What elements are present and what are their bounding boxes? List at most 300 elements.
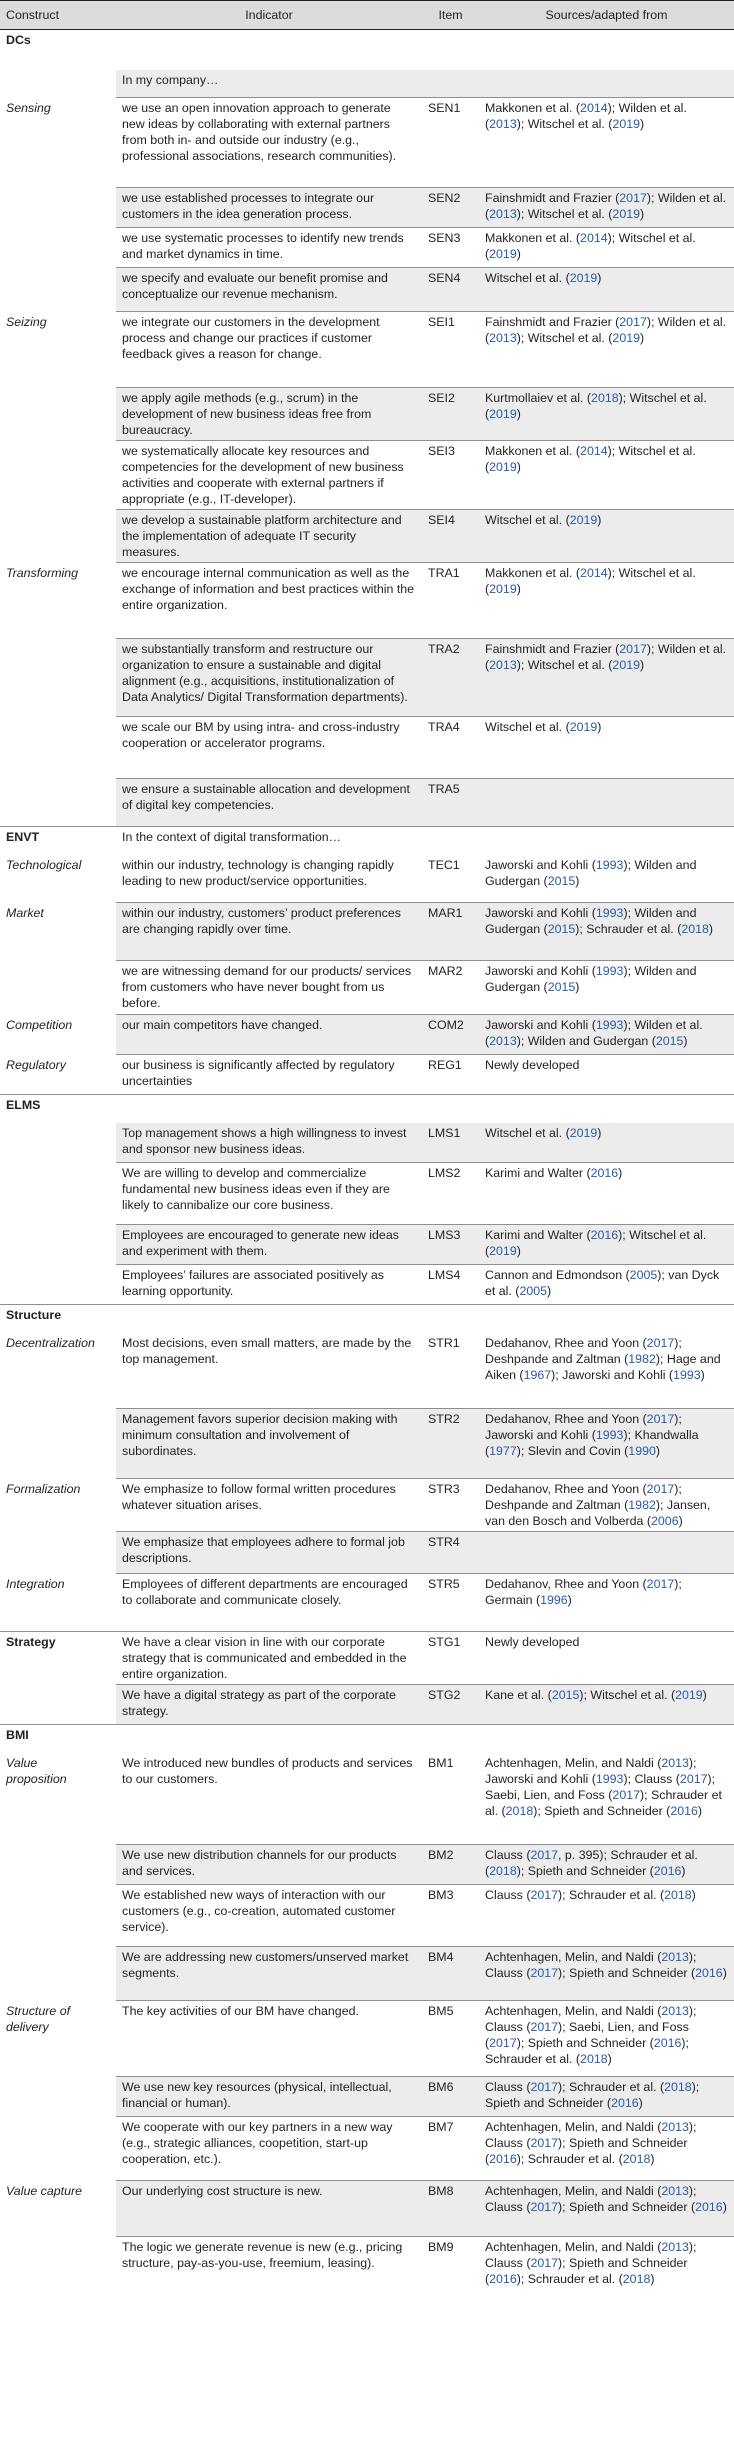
table-row <box>0 2001 734 2077</box>
item-cell: SEN4 <box>422 268 479 312</box>
reference-year-link[interactable]: 1993 <box>595 964 624 978</box>
section-row <box>0 1725 734 1753</box>
sources-cell <box>479 1532 734 1574</box>
source-text: ); Germain ( <box>485 1577 682 1607</box>
reference-year-link[interactable]: 2013 <box>489 658 517 672</box>
table-row <box>0 228 734 268</box>
construct-cell <box>0 2237 116 2299</box>
reference-year-link[interactable]: 2017 <box>530 2080 559 2094</box>
reference-year-link[interactable]: 2016 <box>590 1166 619 1180</box>
construct-cell: Regulatory <box>6 1057 66 1072</box>
sources-cell <box>479 30 734 70</box>
reference-year-link[interactable]: 2018 <box>622 2152 651 2166</box>
reference-year-link[interactable]: 2019 <box>612 117 640 131</box>
item-cell: LMS4 <box>422 1265 479 1305</box>
source-text: Achtenhagen, Melin, and Naldi ( <box>485 2004 662 2018</box>
table-row <box>0 2077 734 2117</box>
source-text: ); Wilden et al. ( <box>485 101 687 131</box>
table-row <box>0 1947 734 2001</box>
reference-year-link[interactable]: 2017 <box>679 1771 708 1786</box>
source-text: ) <box>640 658 645 672</box>
item-cell: MAR1 <box>422 903 479 961</box>
reference-year-link[interactable]: 2017 <box>530 2200 559 2214</box>
reference-year-link[interactable]: 2016 <box>590 1228 619 1242</box>
item-cell: SEN2 <box>422 188 479 228</box>
reference-year-link[interactable]: 2019 <box>489 247 517 261</box>
sources-cell <box>479 1015 734 1055</box>
source-text: ) <box>708 922 714 936</box>
reference-year-link[interactable]: 2018 <box>681 922 709 936</box>
reference-year-link[interactable]: 2016 <box>489 2272 517 2286</box>
sources-cell <box>479 2237 734 2299</box>
source-text: ); Khandwalla ( <box>485 1428 699 1458</box>
reference-year-link[interactable]: 2018 <box>664 1888 692 1902</box>
table-row <box>0 563 734 639</box>
reference-year-link[interactable]: 2019 <box>569 1125 598 1140</box>
source-text: Achtenhagen, Melin, and Naldi ( <box>485 1755 662 1770</box>
reference-year-link[interactable]: 2019 <box>612 658 640 672</box>
source-text: ) <box>691 1888 696 1902</box>
reference-year-link[interactable]: 2013 <box>661 2240 689 2254</box>
indicator-cell: We cooperate with our key partners in a new way (e.g., strategic alliances, coopetition, start-up cooperation, etc.). <box>116 2117 422 2181</box>
reference-year-link[interactable]: 2005 <box>519 1284 548 1298</box>
table-row <box>0 510 734 563</box>
indicator-cell: In my company… <box>116 70 422 98</box>
item-cell: STR1 <box>428 1335 460 1350</box>
item-cell: SEN1 <box>422 98 479 188</box>
section-row <box>0 827 734 855</box>
indicator-cell: We established new ways of interaction with our customers (e.g., co-creation, automated customer service). <box>116 1885 422 1947</box>
section-row <box>0 1095 734 1123</box>
item-cell: LMS1 <box>422 1123 479 1163</box>
reference-year-link[interactable]: 2013 <box>489 117 517 131</box>
reference-year-link[interactable]: 2017 <box>612 1787 640 1802</box>
construct-cell <box>0 1163 116 1225</box>
indicator-cell: we use systematic processes to identify new trends and market dynamics in time. <box>116 228 422 268</box>
reference-year-link[interactable]: 1993 <box>595 1428 624 1442</box>
construct-cell: Formalization <box>6 1481 81 1496</box>
reference-year-link[interactable]: 2013 <box>661 2004 689 2018</box>
reference-year-link[interactable]: 2016 <box>695 1966 723 1980</box>
table-row <box>0 717 734 779</box>
reference-year-link[interactable]: 2017 <box>489 2036 517 2050</box>
construct-cell <box>0 1409 116 1479</box>
table-row <box>0 1265 734 1305</box>
item-cell: STR3 <box>422 1479 479 1532</box>
table-row <box>0 2181 734 2237</box>
source-text: ); Witschel et al. ( <box>485 566 696 596</box>
construct-cell <box>0 639 116 717</box>
item-cell: TEC1 <box>428 857 460 872</box>
sources-cell <box>479 1163 734 1225</box>
reference-year-link[interactable]: 2019 <box>489 460 517 474</box>
indicator-cell: We have a clear vision in line with our corporate strategy that is communicated and embedded in the entire organization. <box>116 1632 422 1685</box>
indicator-cell: In the context of digital transformation… <box>116 827 422 855</box>
source-text: ) <box>681 1864 686 1878</box>
construct-cell: Sensing <box>6 100 51 115</box>
reference-year-link[interactable]: 2017 <box>646 1335 675 1350</box>
sources-cell <box>479 2001 734 2077</box>
source-text: Dedahanov, Rhee and Yoon ( <box>485 1412 647 1426</box>
item-cell: MAR2 <box>422 961 479 1015</box>
reference-year-link[interactable]: 2018 <box>580 2052 608 2066</box>
item-cell: STG1 <box>422 1632 479 1685</box>
source-text: Kane et al. ( <box>485 1688 552 1702</box>
item-cell <box>422 70 479 98</box>
reference-year-link[interactable]: 2017 <box>530 2256 559 2270</box>
reference-year-link[interactable]: 2014 <box>580 231 608 245</box>
source-text: Fainshmidt and Frazier ( <box>485 642 620 656</box>
reference-year-link[interactable]: 2018 <box>591 391 619 405</box>
sources-cell <box>479 1947 734 2001</box>
reference-year-link[interactable]: 2013 <box>489 331 517 345</box>
source-text: ); Jaworski and Kohli ( <box>485 1412 682 1442</box>
source-text: ) <box>516 407 521 421</box>
source-text: ); Witschel et al. ( <box>485 391 707 421</box>
sources-cell <box>479 2181 734 2237</box>
reference-year-link[interactable]: 2016 <box>489 2152 517 2166</box>
reference-year-link[interactable]: 1993 <box>595 1771 624 1786</box>
construct-cell <box>0 2077 116 2117</box>
reference-year-link[interactable]: 1996 <box>540 1593 568 1607</box>
indicator-cell: within our industry, technology is changing rapidly leading to new product/service opportunities. <box>122 857 394 888</box>
source-text: ) <box>618 1166 623 1180</box>
header-item: Item <box>422 1 479 30</box>
reference-year-link[interactable]: 2013 <box>661 1950 689 1964</box>
reference-year-link[interactable]: 2017 <box>530 1966 559 1980</box>
construct-cell <box>0 1532 116 1574</box>
reference-year-link[interactable]: 1982 <box>628 1498 656 1512</box>
reference-year-link[interactable]: 2016 <box>653 2036 682 2050</box>
reference-year-link[interactable]: 2017 <box>530 1888 559 1902</box>
reference-year-link[interactable]: 2017 <box>646 1412 675 1426</box>
sources-cell <box>479 441 734 510</box>
reference-year-link[interactable]: 1993 <box>595 857 624 872</box>
sources-cell <box>479 1225 734 1265</box>
reference-year-link[interactable]: 2019 <box>569 720 598 734</box>
header-indicator: Indicator <box>116 1 422 30</box>
section-label: Strategy <box>0 1632 116 1685</box>
source-text: ) <box>607 2052 612 2066</box>
source-text: ); Spieth and Schneider ( <box>485 2136 688 2166</box>
reference-year-link[interactable]: 2018 <box>505 1803 534 1818</box>
construct-cell <box>0 228 116 268</box>
table-row <box>0 779 734 827</box>
sources-cell <box>479 1055 734 1095</box>
reference-year-link[interactable]: 2017 <box>619 642 647 656</box>
sources-cell <box>479 2117 734 2181</box>
source-text: ); Witschel et al. ( <box>516 207 613 221</box>
source-text: ); Jaworski and Kohli ( <box>551 1367 674 1382</box>
source-text: ) <box>575 980 580 994</box>
source-text: ) <box>597 271 602 285</box>
source-text: ); Wilden et al. ( <box>485 642 727 672</box>
indicator-cell: We emphasize to follow formal written procedures whatever situation arises. <box>116 1479 422 1532</box>
section-label: ENVT <box>0 827 116 855</box>
construct-cell: Decentralization <box>6 1335 95 1350</box>
source-text: Karimi and Walter ( <box>485 1166 591 1180</box>
sources-cell <box>479 1574 734 1632</box>
reference-year-link[interactable]: 2017 <box>619 191 647 205</box>
reference-year-link[interactable]: 2016 <box>670 1803 698 1818</box>
reference-year-link[interactable]: 2019 <box>569 271 598 285</box>
item-cell <box>422 1095 479 1123</box>
header-construct: Construct <box>0 1 116 30</box>
table-row <box>0 441 734 510</box>
reference-year-link[interactable]: 2019 <box>612 207 640 221</box>
source-text: ) <box>697 1803 703 1818</box>
reference-year-link[interactable]: 2017 <box>530 2020 559 2034</box>
reference-year-link[interactable]: 2019 <box>612 331 640 345</box>
reference-year-link[interactable]: 2017 <box>646 1482 675 1496</box>
sources-cell <box>479 1409 734 1479</box>
sources-cell <box>479 1685 734 1725</box>
source-text: ) <box>567 1593 572 1607</box>
source-text: ); Spieth and Schneider ( <box>516 1864 654 1878</box>
source-text: Fainshmidt and Frazier ( <box>485 191 620 205</box>
source-text: ); Deshpande and Zaltman ( <box>485 1335 682 1366</box>
sources-cell <box>479 510 734 563</box>
reference-year-link[interactable]: 2014 <box>580 566 608 580</box>
construct-cell: Structure of delivery <box>6 2003 71 2034</box>
reference-year-link[interactable]: 2014 <box>580 101 608 115</box>
table-row <box>0 1015 734 1055</box>
source-text: ); Saebi, Lien, and Foss ( <box>485 1771 716 1802</box>
construct-cell <box>0 1845 116 1885</box>
indicator-cell: Employees’ failures are associated positively as learning opportunity. <box>116 1265 422 1305</box>
indicator-cell: our business is significantly affected by regulatory uncertainties <box>116 1055 422 1095</box>
item-cell: SEI3 <box>422 441 479 510</box>
construct-cell: Seizing <box>6 314 47 329</box>
reference-year-link[interactable]: 2017 <box>646 1577 675 1591</box>
sources-cell <box>479 312 734 388</box>
sources-cell <box>479 70 734 98</box>
item-cell: BM4 <box>422 1947 479 2001</box>
source-text: Clauss ( <box>485 2080 531 2094</box>
sources-cell <box>479 563 734 639</box>
reference-year-link[interactable]: 1993 <box>595 906 624 920</box>
table-row <box>0 98 734 188</box>
indicator-cell: We introduced new bundles of products and services to our customers. <box>122 1755 413 1786</box>
reference-year-link[interactable]: 2013 <box>661 2120 689 2134</box>
source-text: Achtenhagen, Melin, and Naldi ( <box>485 2240 662 2254</box>
reference-year-link[interactable]: 2018 <box>664 2080 692 2094</box>
reference-year-link[interactable]: 2017 <box>530 2136 559 2150</box>
source-text: ); Spieth and Schneider ( <box>558 2200 696 2214</box>
source-text: ); Jansen, van den Bosch and Volberda ( <box>485 1498 711 1528</box>
reference-year-link[interactable]: 1977 <box>489 1444 517 1458</box>
sources-cell <box>479 717 734 779</box>
table-row <box>0 2237 734 2299</box>
source-text: ) <box>700 1367 705 1382</box>
reference-year-link[interactable]: 1982 <box>628 1351 656 1366</box>
reference-year-link[interactable]: 2015 <box>547 873 576 888</box>
reference-year-link[interactable]: 2013 <box>489 207 517 221</box>
indicator-cell: We emphasize that employees adhere to formal job descriptions. <box>116 1532 422 1574</box>
source-text: Jaworski and Kohli ( <box>485 857 596 872</box>
table-row <box>0 1055 734 1095</box>
source-text: Dedahanov, Rhee and Yoon ( <box>485 1335 647 1350</box>
item-cell: LMS2 <box>422 1163 479 1225</box>
reference-year-link[interactable]: 2019 <box>489 1244 517 1258</box>
indicator-cell: Most decisions, even small matters, are made by the top management. <box>122 1335 412 1366</box>
reference-year-link[interactable]: 2019 <box>489 407 517 421</box>
source-text: ); Schrauder et al. ( <box>575 922 682 936</box>
table-row <box>0 1123 734 1163</box>
source-text: ); Schrauder et al. ( <box>485 2036 689 2066</box>
source-text: Clauss ( <box>485 1848 531 1862</box>
source-text: ); Slevin and Covin ( <box>516 1444 629 1458</box>
table-row <box>0 2117 734 2181</box>
source-text: ) <box>516 460 521 474</box>
reference-year-link[interactable]: 2016 <box>695 2200 723 2214</box>
reference-year-link[interactable]: 2019 <box>675 1688 703 1702</box>
source-text: Makkonen et al. ( <box>485 101 581 115</box>
source-text: ) <box>575 873 580 888</box>
indicator-cell: we specify and evaluate our benefit promise and conceptualize our revenue mechanism. <box>116 268 422 312</box>
source-text: Newly developed <box>485 1635 580 1649</box>
item-cell: STR5 <box>422 1574 479 1632</box>
source-text: Witschel et al. ( <box>485 1125 570 1140</box>
reference-year-link[interactable]: 2015 <box>655 1034 684 1048</box>
item-cell: BM5 <box>422 2001 479 2077</box>
section-label: Structure <box>0 1305 116 1333</box>
indicator-cell: Management favors superior decision making with minimum consultation and involvement of subordinates. <box>116 1409 422 1479</box>
construct-cell <box>0 1685 116 1725</box>
table-row <box>0 268 734 312</box>
sources-cell <box>479 827 734 855</box>
item-cell: TRA1 <box>422 563 479 639</box>
sources-cell <box>479 779 734 827</box>
table-row <box>0 1885 734 1947</box>
sources-cell <box>479 388 734 441</box>
table-row <box>0 1532 734 1574</box>
item-cell: SEN3 <box>422 228 479 268</box>
source-text: ) <box>597 1125 602 1140</box>
indicator-cell: We use new key resources (physical, intellectual, financial or human). <box>116 2077 422 2117</box>
table-row <box>0 855 734 903</box>
source-text: ); Witschel et al. ( <box>516 331 613 345</box>
source-text: ) <box>597 513 602 527</box>
sources-cell <box>479 1265 734 1305</box>
source-text: ); Hage and Aiken ( <box>485 1351 721 1382</box>
item-cell <box>422 827 479 855</box>
source-text: ); Schrauder et al. ( <box>558 1888 665 1902</box>
source-text: ) <box>655 1444 661 1458</box>
table-row <box>0 1685 734 1725</box>
source-text: ) <box>678 1514 683 1528</box>
source-text: ) <box>597 720 602 734</box>
source-text: ); Witschel et al. ( <box>516 117 613 131</box>
item-cell <box>422 1305 479 1333</box>
table-row <box>0 188 734 228</box>
item-cell: LMS3 <box>422 1225 479 1265</box>
indicator-cell: we integrate our customers in the development process and change our practices if customer feedback gives a reason for change. <box>116 312 422 388</box>
source-text: Makkonen et al. ( <box>485 444 581 458</box>
reference-year-link[interactable]: 1990 <box>628 1444 656 1458</box>
table-row <box>0 639 734 717</box>
table-row <box>0 70 734 98</box>
reference-year-link[interactable]: 2019 <box>489 582 517 596</box>
reference-year-link[interactable]: 2019 <box>569 513 598 527</box>
source-text: , p. 395); Schrauder et al. ( <box>485 1848 698 1878</box>
source-text: ); Jaworski and Kohli ( <box>485 1755 697 1786</box>
item-cell: REG1 <box>422 1055 479 1095</box>
sources-cell <box>479 1123 734 1163</box>
source-text: Jaworski and Kohli ( <box>485 964 596 978</box>
construct-cell <box>0 70 116 98</box>
sources-cell <box>479 188 734 228</box>
sources-cell <box>479 903 734 961</box>
reference-year-link[interactable]: 2013 <box>489 1034 517 1048</box>
sources-cell <box>479 1725 734 1753</box>
source-text: ) <box>547 1284 552 1298</box>
reference-year-link[interactable]: 2005 <box>629 1268 658 1282</box>
reference-year-link[interactable]: 2014 <box>580 444 608 458</box>
sources-cell <box>479 2077 734 2117</box>
construct-cell <box>0 510 116 563</box>
reference-year-link[interactable]: 1993 <box>595 1018 624 1032</box>
reference-year-link[interactable]: 2016 <box>611 2096 639 2110</box>
indicator-cell: Employees of different departments are encouraged to collaborate and communicate closely. <box>116 1574 422 1632</box>
reference-year-link[interactable]: 2013 <box>661 1755 689 1770</box>
table-body <box>0 30 734 2299</box>
source-text: ) <box>516 247 521 261</box>
reference-year-link[interactable]: 2018 <box>622 2272 651 2286</box>
source-text: ); Spieth and Schneider ( <box>485 2080 700 2110</box>
construct-cell: Value capture <box>6 2183 83 2198</box>
reference-year-link[interactable]: 2015 <box>547 980 576 994</box>
indicator-cell: Our underlying cost structure is new. <box>116 2181 422 2237</box>
source-text: Kurtmollaiev et al. ( <box>485 391 592 405</box>
construct-cell <box>0 961 116 1015</box>
reference-year-link[interactable]: 2017 <box>530 1848 559 1862</box>
item-cell: BM2 <box>422 1845 479 1885</box>
reference-year-link[interactable]: 2013 <box>661 2184 689 2198</box>
source-text: Dedahanov, Rhee and Yoon ( <box>485 1482 647 1496</box>
source-text: ) <box>683 1034 688 1048</box>
reference-year-link[interactable]: 2017 <box>619 315 647 329</box>
source-text: ); Spieth and Schneider ( <box>485 2256 688 2286</box>
reference-year-link[interactable]: 2016 <box>653 1864 682 1878</box>
reference-year-link[interactable]: 2015 <box>547 922 576 936</box>
reference-year-link[interactable]: 2018 <box>489 1864 517 1878</box>
construct-cell <box>0 779 116 827</box>
item-cell: BM9 <box>422 2237 479 2299</box>
reference-year-link[interactable]: 2006 <box>651 1514 679 1528</box>
source-text: ); Witschel et al. ( <box>485 444 696 474</box>
construct-cell: Technological <box>6 857 82 872</box>
reference-year-link[interactable]: 1967 <box>523 1367 552 1382</box>
reference-year-link[interactable]: 2015 <box>551 1688 580 1702</box>
source-text: Achtenhagen, Melin, and Naldi ( <box>485 1950 662 1964</box>
source-text: ) <box>640 207 645 221</box>
source-text: ); Clauss ( <box>485 2240 697 2270</box>
construct-cell <box>0 1947 116 2001</box>
sources-cell <box>479 228 734 268</box>
source-text: ); Schrauder et al. ( <box>516 2152 623 2166</box>
section-label: ELMS <box>0 1095 116 1123</box>
indicator-cell: our main competitors have changed. <box>116 1015 422 1055</box>
source-text: Dedahanov, Rhee and Yoon ( <box>485 1577 647 1591</box>
indicator-cell: we scale our BM by using intra- and cross-industry cooperation or accelerator programs. <box>116 717 422 779</box>
section-label: DCs <box>0 30 116 70</box>
source-text: ); Clauss ( <box>485 2120 697 2150</box>
source-text: Witschel et al. ( <box>485 720 570 734</box>
construct-cell <box>0 717 116 779</box>
section-row <box>0 1305 734 1333</box>
reference-year-link[interactable]: 1993 <box>673 1367 701 1382</box>
